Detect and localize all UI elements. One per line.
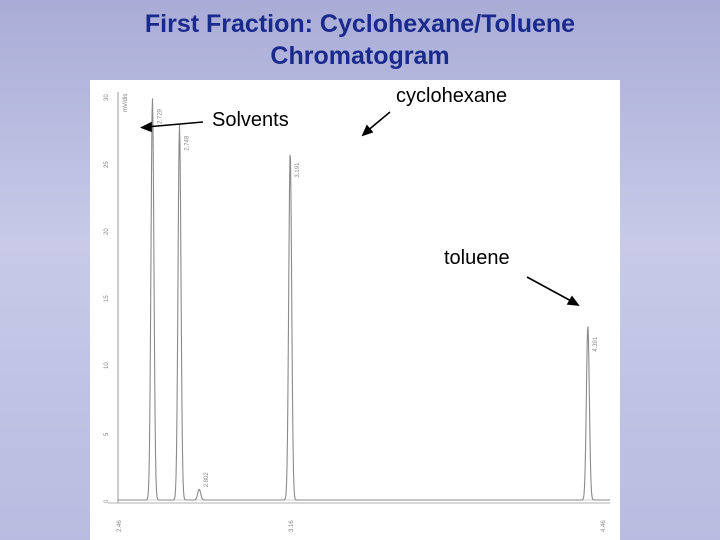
annotation-arrows — [142, 112, 578, 305]
y-tick-label: 5 — [104, 432, 110, 436]
x-tick-label: 2.46 — [117, 520, 123, 532]
peak-label: 3.191 — [295, 162, 302, 178]
y-tick-label: 10 — [104, 362, 110, 369]
y-tick-label: 30 — [104, 94, 110, 101]
chromatogram-plot — [90, 80, 620, 540]
chromatogram-panel — [90, 80, 620, 540]
toluene-arrow — [527, 277, 573, 302]
slide-title-line1: First Fraction: Cyclohexane/Toluene — [144, 10, 576, 38]
x-tick-labels — [117, 520, 607, 532]
peak-label: 2.729 — [157, 108, 164, 124]
chromatogram-trace — [118, 98, 610, 500]
peak-labels — [157, 108, 598, 487]
toluene-annotation: toluene — [444, 247, 510, 269]
y-tick-label: 0 — [104, 499, 110, 503]
y-tick-label: 20 — [104, 228, 110, 235]
solvents-arrowhead — [142, 123, 151, 131]
peak-label: 2.748 — [184, 135, 191, 151]
x-tick-label: 3.16 — [289, 520, 296, 532]
x-tick-label: 4.46 — [601, 520, 607, 532]
y-tick-labels — [104, 94, 110, 503]
solvents-annotation: Solvents — [212, 109, 289, 131]
y-axis-label: mV/dis — [123, 93, 129, 112]
peak-label: 2.802 — [204, 472, 211, 488]
toluene-arrowhead — [568, 297, 578, 305]
peak-label: 4.391 — [592, 336, 599, 352]
y-tick-label: 25 — [104, 161, 110, 168]
y-tick-label: 15 — [104, 295, 110, 302]
slide-title-line2: Chromatogram — [270, 42, 450, 70]
solvents-arrow — [146, 122, 203, 127]
cyclohexane-annotation: cyclohexane — [396, 85, 508, 107]
